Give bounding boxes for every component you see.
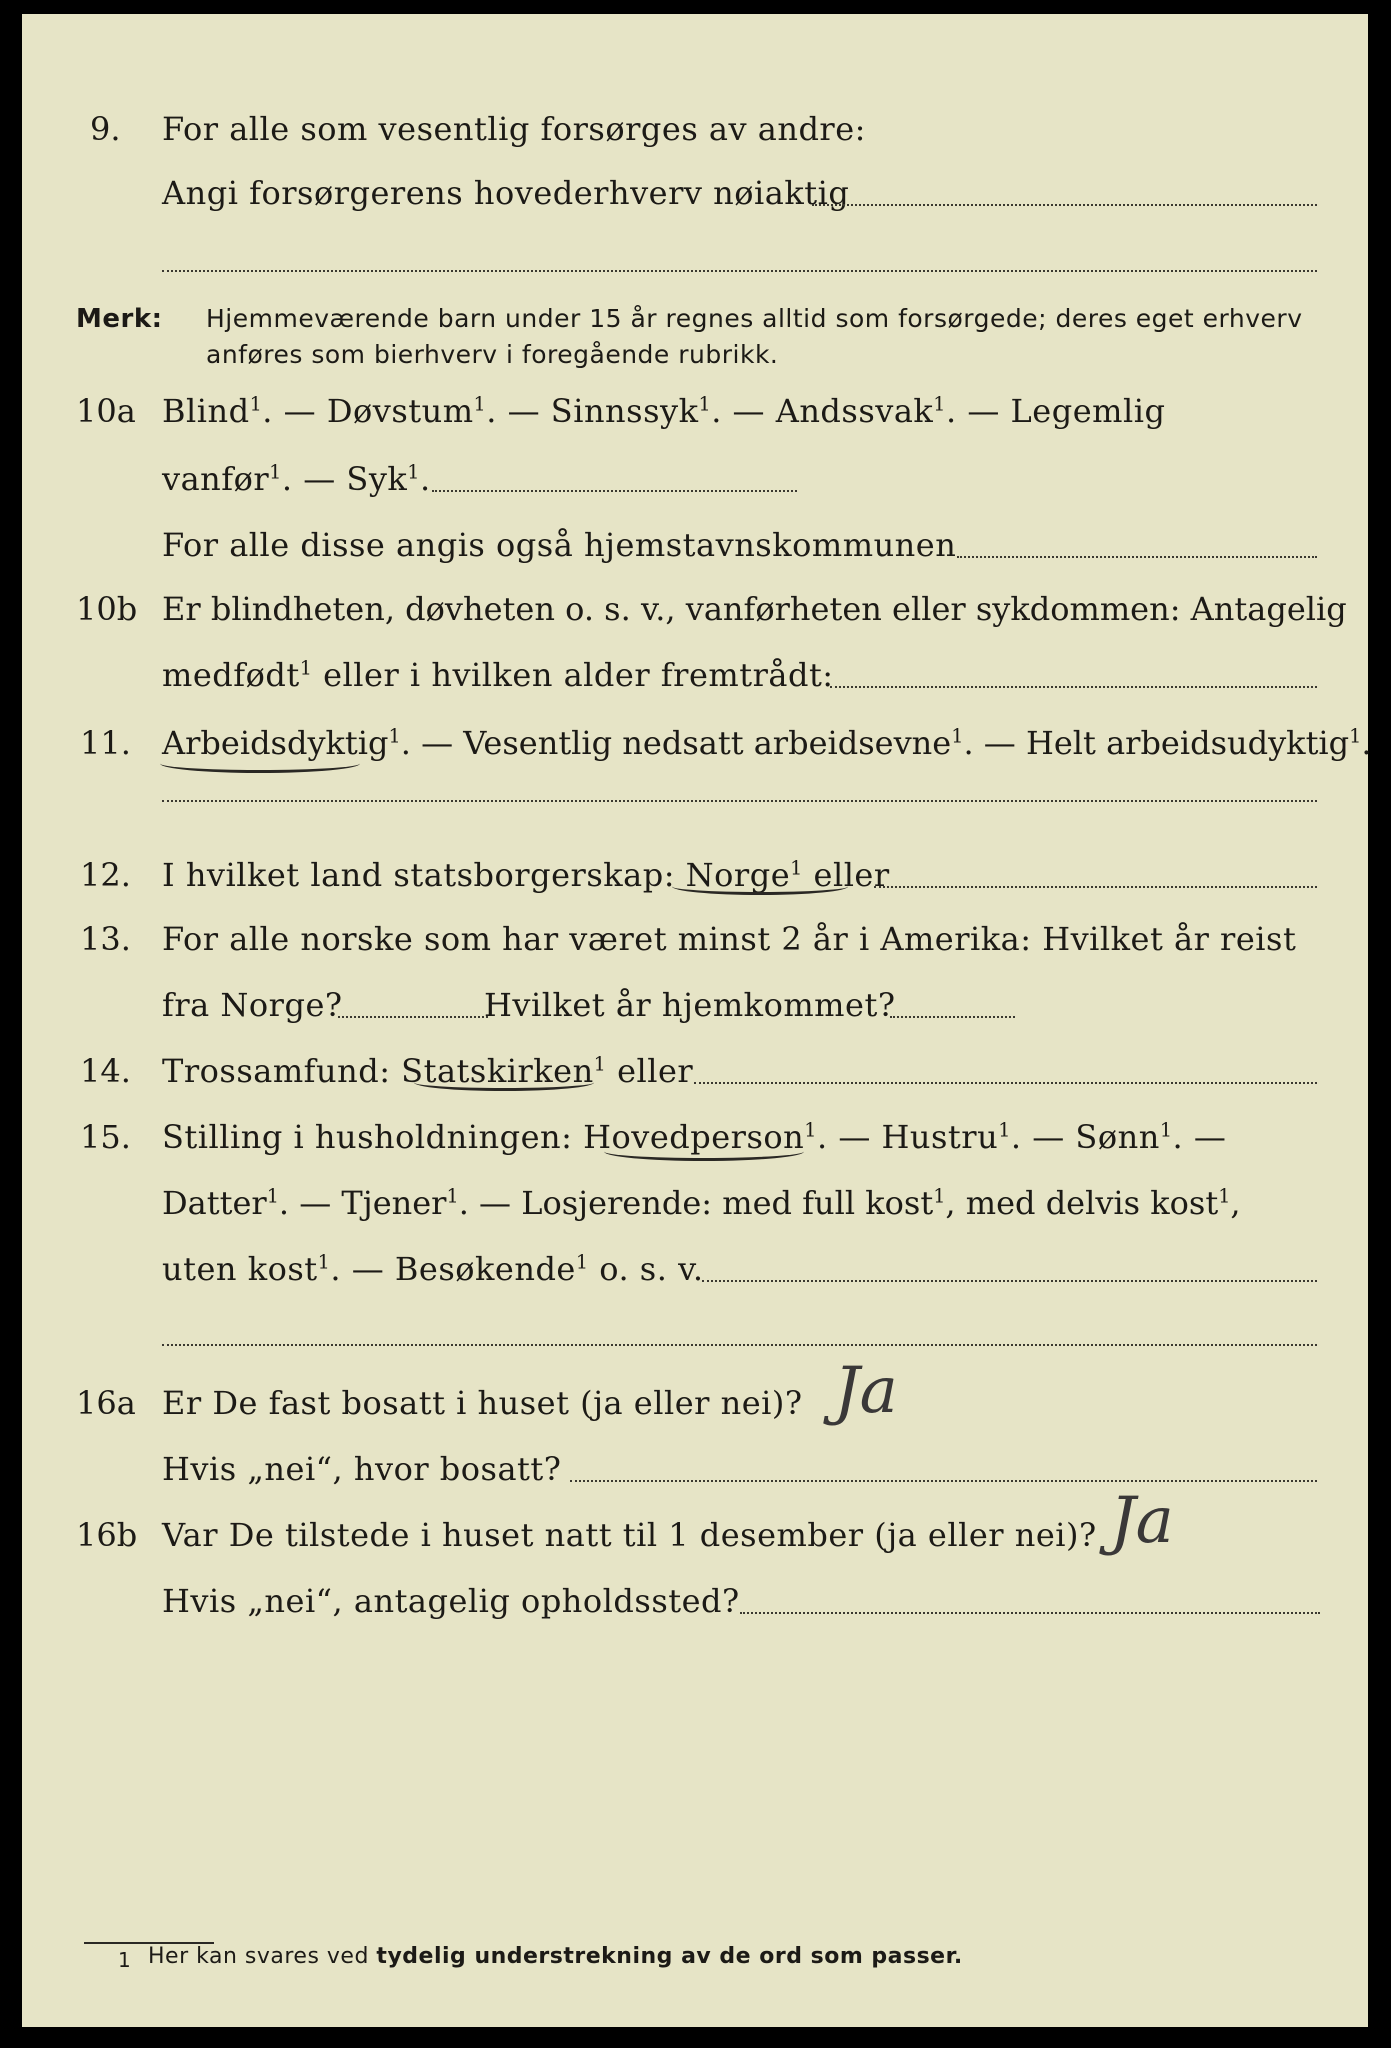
q11-number: 11. bbox=[80, 724, 131, 762]
q15-line1: Stilling i husholdningen: Hovedperson$^1$. — Hustru$^1$. — Sønn$^1$. — bbox=[162, 1118, 1227, 1156]
q13-hjemkommet-answer-line[interactable] bbox=[890, 1016, 1015, 1018]
q16a-answer-line[interactable] bbox=[570, 1480, 1317, 1482]
q15-answer-line-2[interactable] bbox=[162, 1344, 1317, 1346]
q16b-line2: Hvis „nei“, antagelig opholdssted? bbox=[162, 1582, 740, 1620]
q13-line1: For alle norske som har været minst 2 år i Amerika: Hvilket år reist bbox=[162, 920, 1297, 958]
q15-answer-line[interactable] bbox=[702, 1280, 1317, 1282]
q12-handwritten-underline bbox=[672, 878, 848, 895]
q16a-line2: Hvis „nei“, hvor bosatt? bbox=[162, 1450, 562, 1488]
q10a-line1: Blind$^1$. — Døvstum$^1$. — Sinnssyk$^1$. — Andssvak$^1$. — Legemlig bbox=[162, 392, 1166, 430]
q10a-answer-line[interactable] bbox=[432, 490, 797, 492]
census-form-page bbox=[22, 14, 1372, 2027]
q12-number: 12. bbox=[80, 856, 131, 894]
q16b-handwritten-answer: Ja bbox=[1110, 1484, 1174, 1558]
merk-line2: anføres som bierhverv i foregående rubrikk. bbox=[206, 340, 779, 369]
merk-label: Merk: bbox=[76, 304, 163, 334]
q9-number: 9. bbox=[90, 110, 121, 148]
q11-handwritten-underline bbox=[160, 754, 360, 773]
q10b-number: 10b bbox=[76, 590, 138, 628]
q10a-hjemstavn-line[interactable] bbox=[957, 556, 1317, 558]
q16b-line1: Var De tilstede i huset natt til 1 desember (ja eller nei)? bbox=[162, 1516, 1097, 1554]
q14-handwritten-underline bbox=[414, 1074, 594, 1091]
footnote-text: Her kan svares ved tydelig understrekning av de ord som passer. bbox=[148, 1944, 963, 1969]
q15-handwritten-underline bbox=[604, 1142, 804, 1161]
q14-answer-line[interactable] bbox=[694, 1082, 1317, 1084]
q10a-number: 10a bbox=[76, 392, 136, 430]
q16a-number: 16a bbox=[76, 1384, 136, 1422]
q11-line1: Arbeidsdyktig$^1$. — Vesentlig nedsatt arbeidsevne$^1$. — Helt arbeidsudyktig$^1$. bbox=[162, 724, 1372, 762]
q16a-line1: Er De fast bosatt i huset (ja eller nei)? bbox=[162, 1384, 803, 1422]
q14-number: 14. bbox=[80, 1052, 131, 1090]
q13-line2a: fra Norge? bbox=[162, 986, 343, 1024]
q15-line3: uten kost$^1$. — Besøkende$^1$ o. s. v. bbox=[162, 1250, 704, 1288]
q16b-answer-line[interactable] bbox=[740, 1612, 1320, 1614]
q16b-number: 16b bbox=[76, 1516, 138, 1554]
q9-line2: Angi forsørgerens hovederhverv nøiaktig bbox=[162, 174, 850, 212]
q9-answer-line-2[interactable] bbox=[162, 270, 1317, 272]
q16a-handwritten-answer: Ja bbox=[834, 1354, 898, 1428]
q10b-line2: medfødt$^1$ eller i hvilken alder fremtrådt: bbox=[162, 656, 834, 694]
q11-answer-line[interactable] bbox=[162, 800, 1317, 802]
q10a-line3: For alle disse angis også hjemstavnskommunen bbox=[162, 526, 957, 564]
q13-number: 13. bbox=[80, 920, 131, 958]
q10b-line1: Er blindheten, døvheten o. s. v., vanførheten eller sykdommen: Antagelig bbox=[162, 590, 1347, 628]
q13-reist-answer-line[interactable] bbox=[338, 1016, 488, 1018]
q10b-answer-line[interactable] bbox=[830, 686, 1317, 688]
q13-line2b: Hvilket år hjemkommet? bbox=[484, 986, 896, 1024]
q12-line1: I hvilket land statsborgerskap: Norge$^1$ eller bbox=[162, 856, 890, 894]
q10a-line2: vanfør$^1$. — Syk$^1$. bbox=[162, 460, 431, 498]
q12-answer-line[interactable] bbox=[874, 886, 1317, 888]
q9-line1: For alle som vesentlig forsørges av andre: bbox=[162, 110, 866, 148]
q14-line1: Trossamfund: Statskirken$^1$ eller bbox=[162, 1052, 694, 1090]
q15-line2: Datter$^1$. — Tjener$^1$. — Losjerende: med full kost$^1$, med delvis kost$^1$, bbox=[162, 1184, 1241, 1222]
footnote-mark: 1 bbox=[118, 1948, 132, 1972]
merk-line1: Hjemmeværende barn under 15 år regnes alltid som forsørgede; deres eget erhverv bbox=[206, 304, 1303, 333]
q9-answer-line[interactable] bbox=[812, 204, 1317, 206]
q15-number: 15. bbox=[80, 1118, 131, 1156]
